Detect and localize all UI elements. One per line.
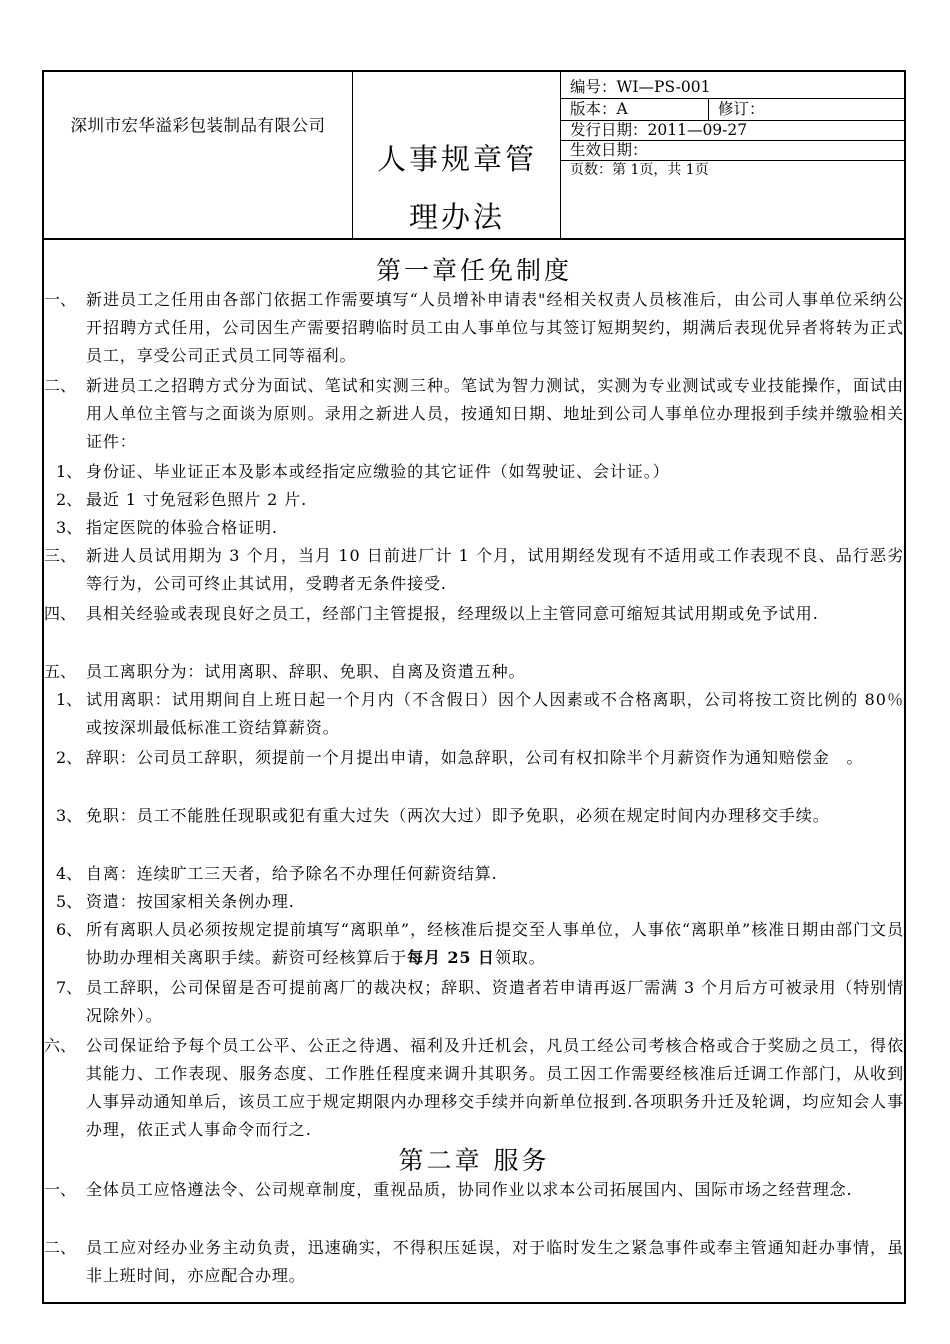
clause [44,1032,904,1144]
clause-text: 身份证、毕业证正本及影本或经指定应缴验的其它证件（如驾驶证、会计证。） [86,462,670,481]
clause-text: 员工应对经办业务主动负责，迅速确实，不得积压延误，对于临时发生之紧急事件或奉主管通知赶办事情，虽非上班时间，亦应配合办理。 [86,1238,904,1285]
clause-label: 五、 [44,662,77,681]
clause-label: 一、 [44,1180,77,1199]
header-divider [352,72,353,238]
header-divider [560,72,561,238]
clause-text: 公司保证给予每个员工公平、公正之待遇、福利及升迁机会，凡员工经公司考核合格或合于奖励之员工，得依其能力、工作表现、服务态度、工作胜任程度来调升其职务。员工因工作需要经核准后迁调工作部门，从收到人事异动通知单后，该员工应于规定期限内办理移交手续并向新单位报到.各项职务升迁及轮调，均应知会人事办理，依正式人事命令而行之. [86,1036,904,1139]
document-title-line: 人事规章管 [376,142,537,176]
clause-text-part: 领取。 [494,948,546,967]
clause-label: 7、 [56,978,83,997]
clause-text [44,916,904,972]
clause-text: 指定医院的体验合格证明. [86,518,278,537]
clause-text: 试用离职：试用期间自上班日起一个月内（不含假日）因个人因素或不合格离职，公司将按工资比例的 80％或按深圳最低标准工资结算薪资。 [86,690,904,737]
clause-label: 4、 [56,864,83,883]
clause-text: 员工辞职，公司保留是否可提前离厂的裁决权；辞职、资遣者若申请再返厂需满 3 个月后方可被录用（特别情况除外）。 [86,978,904,1025]
clause-label: 2、 [56,748,83,767]
page-count: 页数：第 1页，共 1页 [570,162,709,178]
document-frame [42,70,906,1304]
clause-label: 3、 [56,518,83,537]
sub-clause [44,916,904,972]
clause-text: 辞职：公司员工辞职，须提前一个月提出申请，如急辞职，公司有权扣除半个月薪资作为通知赔偿金 。 [86,748,864,767]
clause-text-part: 所有离职人员必须按规定提前填写“离职单”，经核准后提交至人事单位，人事依“离职单”核准日期由部门文员协助办理相关离职手续。薪资可经核算后于 [86,920,904,967]
header-divider [708,98,709,120]
clause-label: 3、 [56,806,83,825]
clause-label: 1、 [56,462,83,481]
clause-text: 新进员工之任用由各部门依据工作需要填写“人员增补申请表"经相关权责人员核准后，由公司人事单位采纳公开招聘方式任用，公司因生产需要招聘临时员工由人事单位与其签订短期契约，期满后表现优异者将转为正式员工，享受公司正式员工同等福利。 [86,290,904,365]
clause-label: 2、 [56,490,83,509]
clause-text: 最近 1 寸免冠彩色照片 2 片. [86,490,308,509]
issue-date: 发行日期：2011—09-27 [570,121,748,139]
chapter-title: 第一章任免制度 [375,256,572,285]
clause-label: 一、 [44,290,77,309]
company-name: 深圳市宏华溢彩包装制品有限公司 [70,116,326,135]
clause [44,372,904,456]
clause-text: 新进员工之招聘方式分为面试、笔试和实测三种。笔试为智力测试，实测为专业测试或专业技能操作，面试由用人单位主管与之面谈为原则。录用之新进人员，按通知日期、地址到公司人事单位办理报到手续并缴验相关证件： [86,376,904,451]
clause [44,1234,904,1290]
clause-text: 新进人员试用期为 3 个月，当月 10 日前进厂计 1 个月，试用期经发现有不适用或工作表现不良、品行恶劣等行为，公司可终止其试用，受聘者无条件接受. [86,546,904,593]
clause-label: 5、 [56,892,83,911]
payday-emphasis: 每月 25 日 [407,948,495,967]
version: 版本：A [570,100,628,118]
document-title [354,130,560,246]
clause-label: 二、 [44,1238,77,1257]
sub-clause [44,802,904,830]
document-title-line: 理办法 [408,200,505,234]
clause-label: 6、 [56,920,83,939]
clause-label: 三、 [44,546,77,565]
clause-text: 资遣：按国家相关条例办理. [86,892,295,911]
revision: 修订： [718,100,765,118]
sub-clause [44,888,904,916]
clause-text: 自离：连续旷工三天者，给予除名不办理任何薪资结算. [86,864,498,883]
sub-clause [44,974,904,1030]
sub-clause [44,514,904,542]
effective-date: 生效日期： [570,141,648,159]
clause-label: 1、 [56,690,83,709]
clause-label: 二、 [44,376,77,395]
clause [44,1176,904,1204]
sub-clause [44,686,904,742]
clause-text: 免职：员工不能胜任现职或犯有重大过失（两次大过）即予免职，必须在规定时间内办理移交手续。 [86,806,830,825]
clause-label: 四、 [44,604,77,623]
chapter-title: 第二章 服务 [398,1146,550,1175]
clause-label: 六、 [44,1036,77,1055]
doc-number: 编号：WI—PS-001 [570,78,711,96]
sub-clause [44,744,904,772]
clause-text: 员工离职分为：试用离职、辞职、免职、自离及资遣五种。 [86,662,526,681]
sub-clause [44,486,904,514]
sub-clause [44,458,904,486]
clause-text: 全体员工应恪遵法令、公司规章制度，重视品质，协同作业以求本公司拓展国内、国际市场之经营理念. [86,1180,853,1199]
clause [44,542,904,598]
clause [44,286,904,370]
clause [44,600,904,628]
header-rule [560,98,904,99]
clause-text: 具相关经验或表现良好之员工，经部门主管提报，经理级以上主管同意可缩短其试用期或免予试用. [86,604,819,623]
clause [44,658,904,686]
sub-clause [44,860,904,888]
document-header [44,72,904,240]
